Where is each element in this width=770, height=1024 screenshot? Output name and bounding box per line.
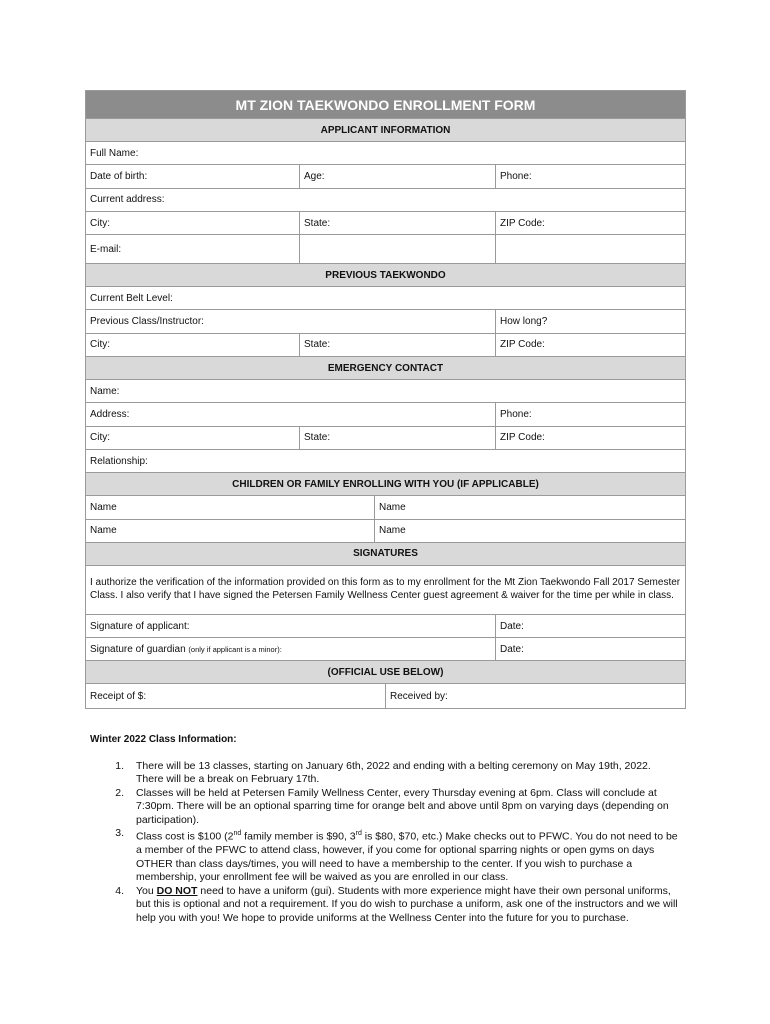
guardian-signature-field[interactable] — [86, 638, 496, 660]
age-field[interactable]: Age: — [300, 165, 496, 187]
list-item — [90, 827, 690, 885]
emergency-section-heading: EMERGENCY CONTACT — [86, 357, 685, 380]
family-name-field[interactable]: Name — [86, 520, 375, 542]
family-name-field[interactable]: Name — [86, 496, 375, 518]
emergency-name-field[interactable]: Name: — [90, 385, 120, 397]
applicant-date-field[interactable]: Date: — [500, 620, 524, 632]
previous-zip-field[interactable]: ZIP Code: — [500, 339, 545, 351]
list-item — [90, 760, 690, 787]
received-by-field[interactable]: Received by: — [390, 690, 448, 702]
receipt-field[interactable]: Receipt of $: — [86, 684, 386, 707]
emergency-state-field[interactable]: State: — [300, 427, 496, 449]
address-field[interactable]: Current address: — [90, 194, 165, 206]
emergency-phone-field[interactable]: Phone: — [500, 409, 532, 421]
signatures-section-heading: SIGNATURES — [86, 543, 685, 566]
emergency-address-field[interactable]: Address: — [86, 403, 496, 425]
dob-field[interactable]: Date of birth: — [86, 165, 300, 187]
blank-cell — [300, 235, 496, 263]
emergency-city-field[interactable]: City: — [86, 427, 300, 449]
authorization-statement: I authorize the verification of the information provided on this form as to my enrollment for the Mt Zion Taekwondo Fall 2017 Semester Class. I also verify that I have signed the Petersen Family Wellness Center guest agreement & waiver for the time per while in class. — [90, 577, 681, 601]
list-number: 2. — [115, 786, 124, 799]
previous-city-field[interactable]: City: — [86, 334, 300, 356]
guardian-signature-label: Signature of guardian — [90, 643, 186, 655]
belt-level-field[interactable]: Current Belt Level: — [90, 292, 173, 304]
state-field[interactable]: State: — [300, 212, 496, 234]
list-number: 4. — [115, 884, 124, 897]
list-text: Class cost is $100 (2nd family member is $90, 3rd is $80, $70, etc.) Make checks out to PFWC. You do not need to be a member of the PFWC to attend class, however, if you come for optional sparring nights or open gyms on days OTHER than class days/times, you will need to have a membership to the center. If you wish to purchase a membership, your enrollment fee will be waived as you are enrolled in our class. — [136, 830, 678, 883]
previous-section-heading: PREVIOUS TAEKWONDO — [86, 264, 685, 287]
class-info-title: Winter 2022 Class Information: — [90, 734, 237, 745]
list-text: There will be 13 classes, starting on January 6th, 2022 and ending with a belting ceremony on May 19th, 2022. There will be a break on February 17th. — [136, 759, 651, 785]
family-name-field[interactable]: Name — [379, 525, 406, 537]
list-item — [90, 885, 690, 926]
previous-state-field[interactable]: State: — [300, 334, 496, 356]
list-number: 3. — [115, 827, 124, 839]
relationship-field[interactable]: Relationship: — [90, 455, 148, 467]
official-section-heading: (OFFICIAL USE BELOW) — [86, 661, 685, 684]
city-field[interactable]: City: — [86, 212, 300, 234]
list-text: Classes will be held at Petersen Family Wellness Center, every Thursday evening at 6pm. Class will conclude at 7:30pm. There will be an optional sparring time for orange belt and above until 8pm on varying days (depending on participation). — [136, 786, 669, 826]
phone-field[interactable]: Phone: — [500, 170, 532, 182]
list-text: You DO NOT need to have a uniform (gui). Students with more experience might have their own personal uniforms, but this is optional and not a requirement. If you do wish to purchase a uniform, ask one of the instructors and we will help you with you! We hope to provide uniforms at the Wellness Center into the future for you to purchase. — [136, 884, 678, 924]
form-title: MT ZION TAEKWONDO ENROLLMENT FORM — [86, 91, 685, 119]
enrollment-form — [85, 90, 686, 709]
guardian-date-field[interactable]: Date: — [500, 643, 524, 655]
family-name-field[interactable]: Name — [379, 501, 406, 513]
zip-field[interactable]: ZIP Code: — [500, 217, 545, 229]
list-number: 1. — [115, 759, 124, 772]
how-long-field[interactable]: How long? — [500, 316, 548, 328]
blank-cell — [496, 235, 685, 263]
list-item — [90, 787, 690, 828]
emergency-zip-field[interactable]: ZIP Code: — [500, 432, 545, 444]
class-info-list — [90, 760, 690, 926]
applicant-section-heading: APPLICANT INFORMATION — [86, 119, 685, 142]
guardian-note: (only if applicant is a minor): — [188, 644, 282, 654]
full-name-field[interactable]: Full Name: — [90, 147, 139, 159]
class-information — [90, 733, 690, 925]
family-section-heading: CHILDREN OR FAMILY ENROLLING WITH YOU (IF APPLICABLE) — [86, 473, 685, 496]
emphasis: DO NOT — [156, 884, 198, 897]
previous-instructor-field[interactable]: Previous Class/Instructor: — [86, 310, 496, 332]
email-field[interactable]: E-mail: — [86, 235, 300, 263]
applicant-signature-field[interactable]: Signature of applicant: — [86, 615, 496, 637]
